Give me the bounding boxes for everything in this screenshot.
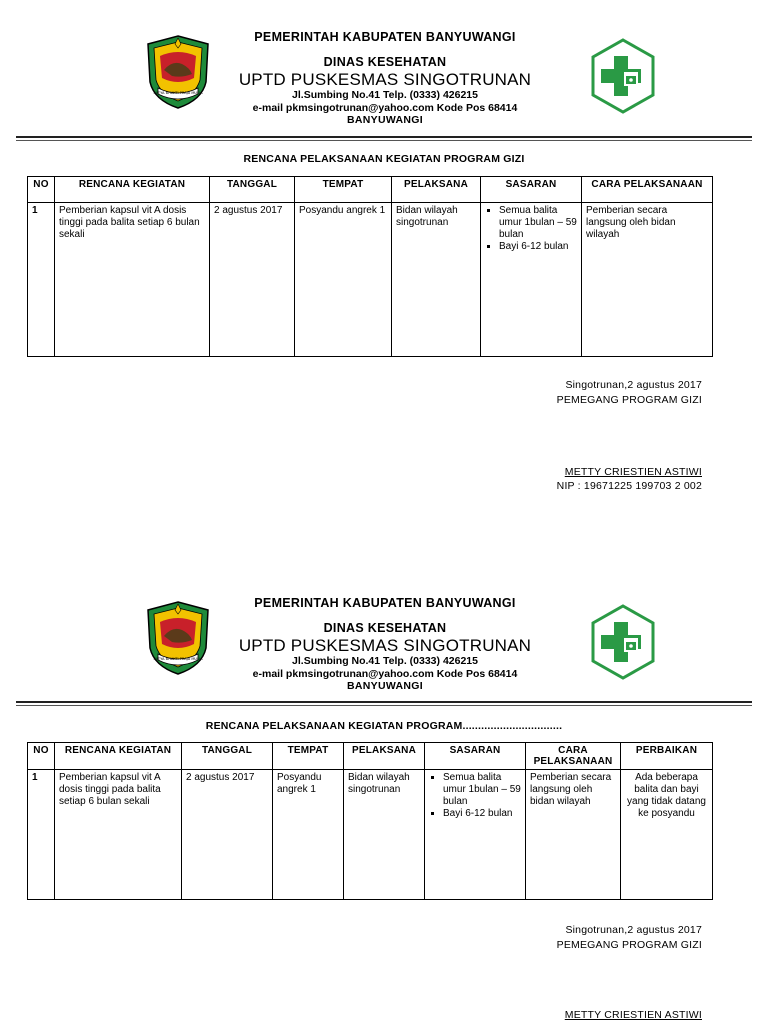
column-header: TEMPAT [273, 743, 344, 770]
letterhead [0, 596, 768, 696]
header-rule [16, 701, 752, 703]
activity-cell: Pemberian kapsul vit A dosis tinggi pada balita setiap 6 bulan sekali [55, 203, 210, 357]
department-name: DINAS KESEHATAN [323, 55, 447, 69]
column-header: RENCANA KEGIATAN [55, 743, 182, 770]
method-cell: Pemberian secara langsung oleh bidan wilayah [582, 203, 713, 357]
date-cell: 2 agustus 2017 [210, 203, 295, 357]
place-cell: Posyandu angrek 1 [295, 203, 392, 357]
place-date: Singotrunan,2 agustus 2017 [565, 379, 702, 391]
header-rule [16, 136, 752, 138]
column-header: PELAKSANA [392, 177, 481, 203]
document-1 [0, 30, 768, 130]
target-cell [481, 203, 582, 357]
city: BANYUWANGI [347, 680, 423, 692]
row-number: 1 [28, 770, 55, 900]
svg-text:SATYA BHAKTI PRAJA MULIA: SATYA BHAKTI PRAJA MULIA [153, 657, 203, 661]
column-header: NO [28, 743, 55, 770]
city: BANYUWANGI [347, 114, 423, 126]
target-item: ▪ Semua balita umur 1bulan – 59 bulan [499, 205, 577, 241]
regency-name: PEMERINTAH KABUPATEN BANYUWANGI [254, 30, 516, 44]
column-header: SASARAN [481, 177, 582, 203]
activity-cell: Pemberian kapsul vit A dosis tinggi pada balita setiap 6 bulan sekali [55, 770, 182, 900]
executor-cell: Bidan wilayah singotrunan [344, 770, 425, 900]
puskesmas-logo [590, 604, 656, 680]
regency-name: PEMERINTAH KABUPATEN BANYUWANGI [254, 596, 516, 610]
column-header: TANGGAL [182, 743, 273, 770]
email: e-mail pkmsingotrunan@yahoo.com Kode Pos 68414 [252, 668, 518, 680]
document-title: RENCANA PELAKSANAAN KEGIATAN PROGRAM GIZI [243, 153, 525, 165]
activity-table [27, 176, 713, 357]
table-row [28, 203, 713, 357]
signer-nip: NIP : 19671225 199703 2 002 [556, 480, 702, 492]
activity-table [27, 742, 713, 900]
column-header: PELAKSANA [344, 743, 425, 770]
column-header: RENCANA KEGIATAN [55, 177, 210, 203]
header-rule-thin [16, 140, 752, 141]
puskesmas-name: UPTD PUSKESMAS SINGOTRUNAN [238, 636, 532, 655]
target-cell [425, 770, 526, 900]
puskesmas-logo [590, 38, 656, 114]
document-2 [0, 596, 768, 696]
date-cell: 2 agustus 2017 [182, 770, 273, 900]
svg-text:SATYA BHAKTI PRAJA MULIA: SATYA BHAKTI PRAJA MULIA [153, 91, 203, 95]
executor-cell: Bidan wilayah singotrunan [392, 203, 481, 357]
puskesmas-name: UPTD PUSKESMAS SINGOTRUNAN [238, 70, 532, 89]
target-item: ▪ Bayi 6-12 bulan [443, 808, 521, 820]
signer-role: PEMEGANG PROGRAM GIZI [556, 394, 702, 406]
signer-role: PEMEGANG PROGRAM GIZI [556, 939, 702, 951]
method-cell: Pemberian secara langsung oleh bidan wilayah [526, 770, 621, 900]
row-number: 1 [28, 203, 55, 357]
column-header: TEMPAT [295, 177, 392, 203]
signer-name: METTY CRIESTIEN ASTIWI [564, 1009, 702, 1021]
target-item: ▪ Semua balita umur 1bulan – 59 bulan [443, 772, 521, 808]
letterhead [0, 30, 768, 130]
column-header: NO [28, 177, 55, 203]
column-header: CARA PELAKSANAAN [582, 177, 713, 203]
target-item: ▪ Bayi 6-12 bulan [499, 241, 577, 253]
column-header: PERBAIKAN [621, 743, 713, 770]
place-date: Singotrunan,2 agustus 2017 [565, 924, 702, 936]
signer-name: METTY CRIESTIEN ASTIWI [564, 466, 702, 478]
email: e-mail pkmsingotrunan@yahoo.com Kode Pos 68414 [252, 102, 518, 114]
column-header: CARA PELAKSANAAN [526, 743, 621, 770]
improvement-cell: Ada beberapa balita dan bayi yang tidak datang ke posyandu [621, 770, 713, 900]
address: Jl.Sumbing No.41 Telp. (0333) 426215 [292, 655, 478, 667]
document-title: RENCANA PELAKSANAAN KEGIATAN PROGRAM................................ [205, 720, 563, 732]
address: Jl.Sumbing No.41 Telp. (0333) 426215 [292, 89, 478, 101]
department-name: DINAS KESEHATAN [323, 621, 447, 635]
place-cell: Posyandu angrek 1 [273, 770, 344, 900]
table-row [28, 770, 713, 900]
header-rule-thin [16, 705, 752, 706]
column-header: TANGGAL [210, 177, 295, 203]
column-header: SASARAN [425, 743, 526, 770]
